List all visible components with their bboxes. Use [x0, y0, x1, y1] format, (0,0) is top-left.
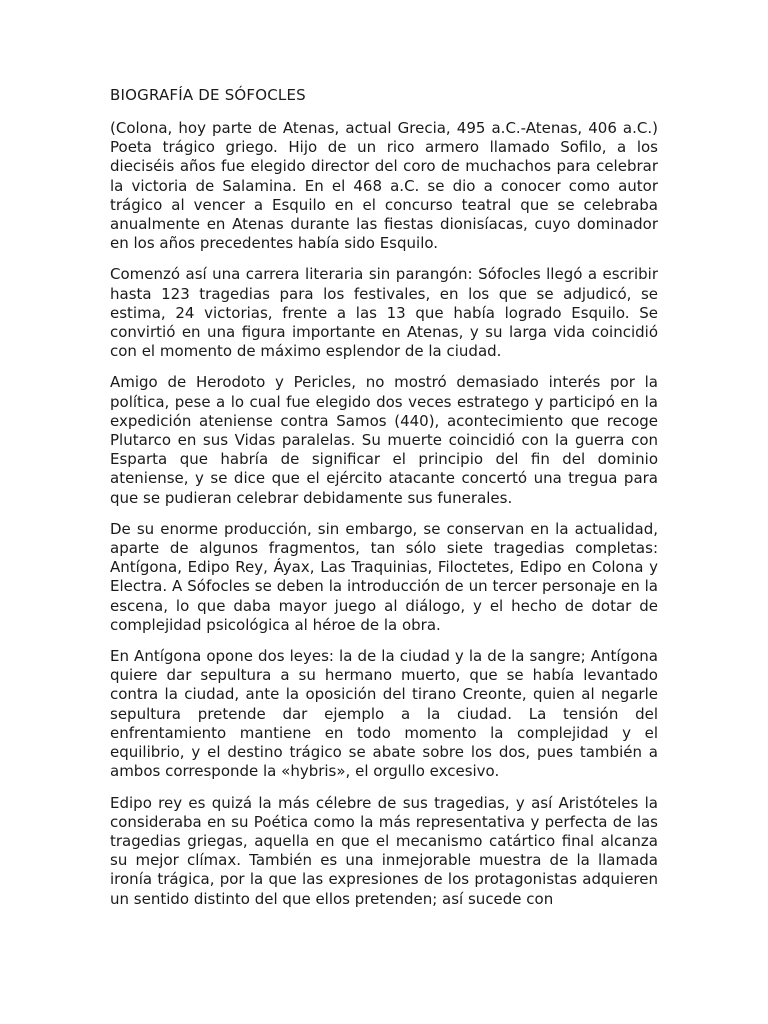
paragraph-4: De su enorme producción, sin embargo, se conservan en la actualidad, aparte de algunos fragmentos, tan sólo siete tragedias completas: Antígona, Edipo Rey, Áyax, Las Traquinias, Filoctetes, Edipo en Colona y Electra. A Sófocles se deben la introducción de un tercer personaje en la escena, lo que daba mayor juego al diálogo, y el hecho de dotar de complejidad psicológica al héroe de la obra. [110, 519, 658, 634]
paragraph-6: Edipo rey es quizá la más célebre de sus tragedias, y así Aristóteles la consideraba en su Poética como la más representativa y perfecta de las tragedias griegas, aquella en que el mecanismo catártico final alcanza su mejor clímax. También es una inmejorable muestra de la llamada ironía trágica, por la que las expresiones de los protagonistas adquieren un sentido distinto del que ellos pretenden; así sucede con [110, 793, 658, 908]
document-title: BIOGRAFÍA DE SÓFOCLES [110, 86, 306, 104]
paragraph-3: Amigo de Herodoto y Pericles, no mostró demasiado interés por la política, pese a lo cual fue elegido dos veces estratego y participó en la expedición ateniense contra Samos (440), acontecimiento que recoge Plutarco en sus Vidas paralelas. Su muerte coincidió con la guerra con Esparta que habría de significar el principio del fin del dominio ateniense, y se dice que el ejército atacante concertó una tregua para que se pudieran celebrar debidamente sus funerales. [110, 373, 658, 507]
paragraph-2: Comenzó así una carrera literaria sin parangón: Sófocles llegó a escribir hasta 123 tragedias para los festivales, en los que se adjudicó, se estima, 24 victorias, frente a las 13 que había logrado Esquilo. Se convirtió en una figura importante en Atenas, y su larga vida coincidió con el momento de máximo esplendor de la ciudad. [110, 265, 658, 361]
paragraph-5: En Antígona opone dos leyes: la de la ciudad y la de la sangre; Antígona quiere dar sepultura a su hermano muerto, que se había levantado contra la ciudad, ante la oposición del tirano Creonte, quien al negarle sepultura pretende dar ejemplo a la ciudad. La tensión del enfrentamiento mantiene en todo momento la complejidad y el equilibrio, y el destino trágico se abate sobre los dos, pues también a ambos corresponde la «hybris», el orgullo excesivo. [110, 647, 658, 781]
paragraph-1: (Colona, hoy parte de Atenas, actual Grecia, 495 a.C.-Atenas, 406 a.C.) Poeta trágico griego. Hijo de un rico armero llamado Sofilo, a los dieciséis años fue elegido director del coro de muchachos para celebrar la victoria de Salamina. En el 468 a.C. se dio a conocer como autor trágico al vencer a Esquilo en el concurso teatral que se celebraba anualmente en Atenas durante las fiestas dionisíacas, cuyo dominador en los años precedentes había sido Esquilo. [110, 119, 658, 253]
